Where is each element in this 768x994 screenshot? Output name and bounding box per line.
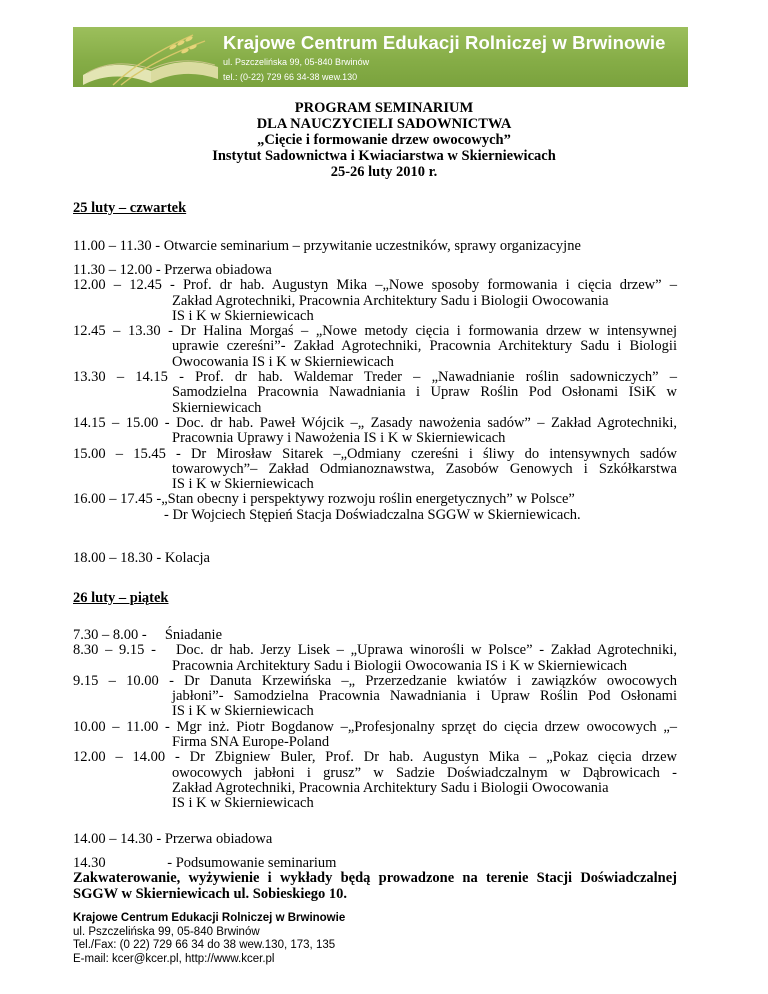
schedule-item: 18.00 – 18.30 - Kolacja xyxy=(73,550,210,566)
day2-heading: 26 luty – piątek xyxy=(73,590,169,606)
title-line-5: 25-26 luty 2010 r. xyxy=(330,164,438,180)
footer-address: ul. Pszczelińska 99, 05-840 Brwinów xyxy=(73,925,260,938)
title-line-4: Instytut Sadownictwa i Kwiaciarstwa w Skierniewicach xyxy=(212,148,556,164)
lodging-note-line-2: SGGW w Skierniewicach ul. Sobieskiego 10. xyxy=(73,885,348,902)
banner-org-name: Krajowe Centrum Edukacji Rolniczej w Brwinowie xyxy=(223,32,666,53)
banner-phone: tel.: (0-22) 729 66 34-38 wew.130 xyxy=(223,72,358,82)
footer-email[interactable]: E-mail: kcer@kcer.pl, http://www.kcer.pl xyxy=(73,952,275,965)
lodging-note-line-1: Zakwaterowanie, wyżywienie i wykłady będą prowadzone na terenie Stacji Doświadczalnej xyxy=(73,870,677,887)
title-line-1: PROGRAM SEMINARIUM xyxy=(294,100,474,116)
schedule-item: 14.30 - Podsumowanie seminarium Zakwaterowanie, wyżywienie i wykłady będą prowadzone na terenie Stacji Doświadczalnej SGGW w Skierniewicach ul. Sobieskiego 10. xyxy=(73,855,677,902)
title-line-3: „Cięcie i formowanie drzew owocowych” xyxy=(257,132,511,148)
schedule-item: 14.00 – 14.30 - Przerwa obiadowa xyxy=(73,831,273,847)
footer-phone: Tel./Fax: (0 22) 729 66 34 do 38 wew.130, 173, 135 xyxy=(73,939,336,951)
schedule-item: 11.00 – 11.30 - Otwarcie seminarium – przywitanie uczestników, sprawy organizacyjne xyxy=(73,238,581,254)
schedule-item: 7.30 – 8.00 - Śniadanie 8.30 – 9.15 - Doc. dr hab. Jerzy Lisek – „Uprawa winorośli w Polsce” - Zakład Agrotechniki, Pracownia Architektury Sadu i Biologii Owocowania IS i K w Skierniewicach 9.15 – 10.00 - Dr Danuta Krzewińska –„ Przerzedzanie kwiatów i zawiązków owocowych jabłoni”- Samodzielna Pracownia Nawadniania i Upraw Roślin Pod Osłonami IS i K w Skierniewicach 10.00 – 11.00 - Mgr inż. Piotr Bogdanow –„Profesjonalny sprzęt do cięcia drzew owocowych „– Firma SNA Europe-Poland 12.00 – 14.00 - Dr Zbigniew Buler, Prof. Dr hab. Augustyn Mika – „Pokaz cięcia drzew owocowych jabłoni i grusz” w Sadzie Doświadczalnym w Dąbrowicach - Zakład Agrotechniki, Pracownia Architektury Sadu i Biologii Owocowania IS i K w Skierniewicach xyxy=(73,627,677,812)
footer-contact xyxy=(73,912,345,966)
day1-heading: 25 luty – czwartek xyxy=(73,200,187,216)
banner-address: ul. Pszczelińska 99, 05-840 Brwinów xyxy=(223,57,370,67)
schedule-item: 11.30 – 12.00 - Przerwa obiadowa 12.00 – 12.45 - Prof. dr hab. Augustyn Mika –„Nowe sposoby formowania i cięcia drzew” – Zakład Agrotechniki, Pracownia Architektury Sadu i Biologii Owocowania IS i K w Skierniewicach 12.45 – 13.30 - Dr Halina Morgaś – „Nowe metody cięcia i formowania drzew w intensywnej uprawie czereśni”- Zakład Agrotechniki, Pracownia Architektury Sadu i Biologii Owocowania IS i K w Skierniewicach 13.30 – 14.15 - Prof. dr hab. Waldemar Treder – „Nawadnianie roślin sadowniczych” – Samodzielna Pracownia Nawadniania i Upraw Roślin Pod Osłonami ISiK w Skierniewicach 14.15 – 15.00 - Doc. dr hab. Paweł Wójcik –„ Zasady nawożenia sadów” – Zakład Agrotechniki, Pracownia Uprawy i Nawożenia IS i K w Skierniewicach 15.00 – 15.45 - Dr Mirosław Sitarek –„Odmiany czereśni i śliwy do intensywnych sadów towarowych”– Zakład Odmianoznawstwa, Zasobów Genowych i Szkółkarstwa IS i K w Skierniewicach 16.00 – 17.45 -„Stan obecny i perspektywy rozwoju roślin energetycznych” w Polsce” - Dr Wojciech Stępień Stacja Doświadczalna SGGW w Skierniewicach. xyxy=(73,262,677,523)
title-line-2: DLA NAUCZYCIELI SADOWNICTWA xyxy=(256,116,512,132)
footer-org: Krajowe Centrum Edukacji Rolniczej w Brwinowie xyxy=(73,912,346,924)
program-title xyxy=(0,100,768,180)
header-banner xyxy=(73,27,688,87)
book-wheat-logo-icon xyxy=(73,27,233,87)
